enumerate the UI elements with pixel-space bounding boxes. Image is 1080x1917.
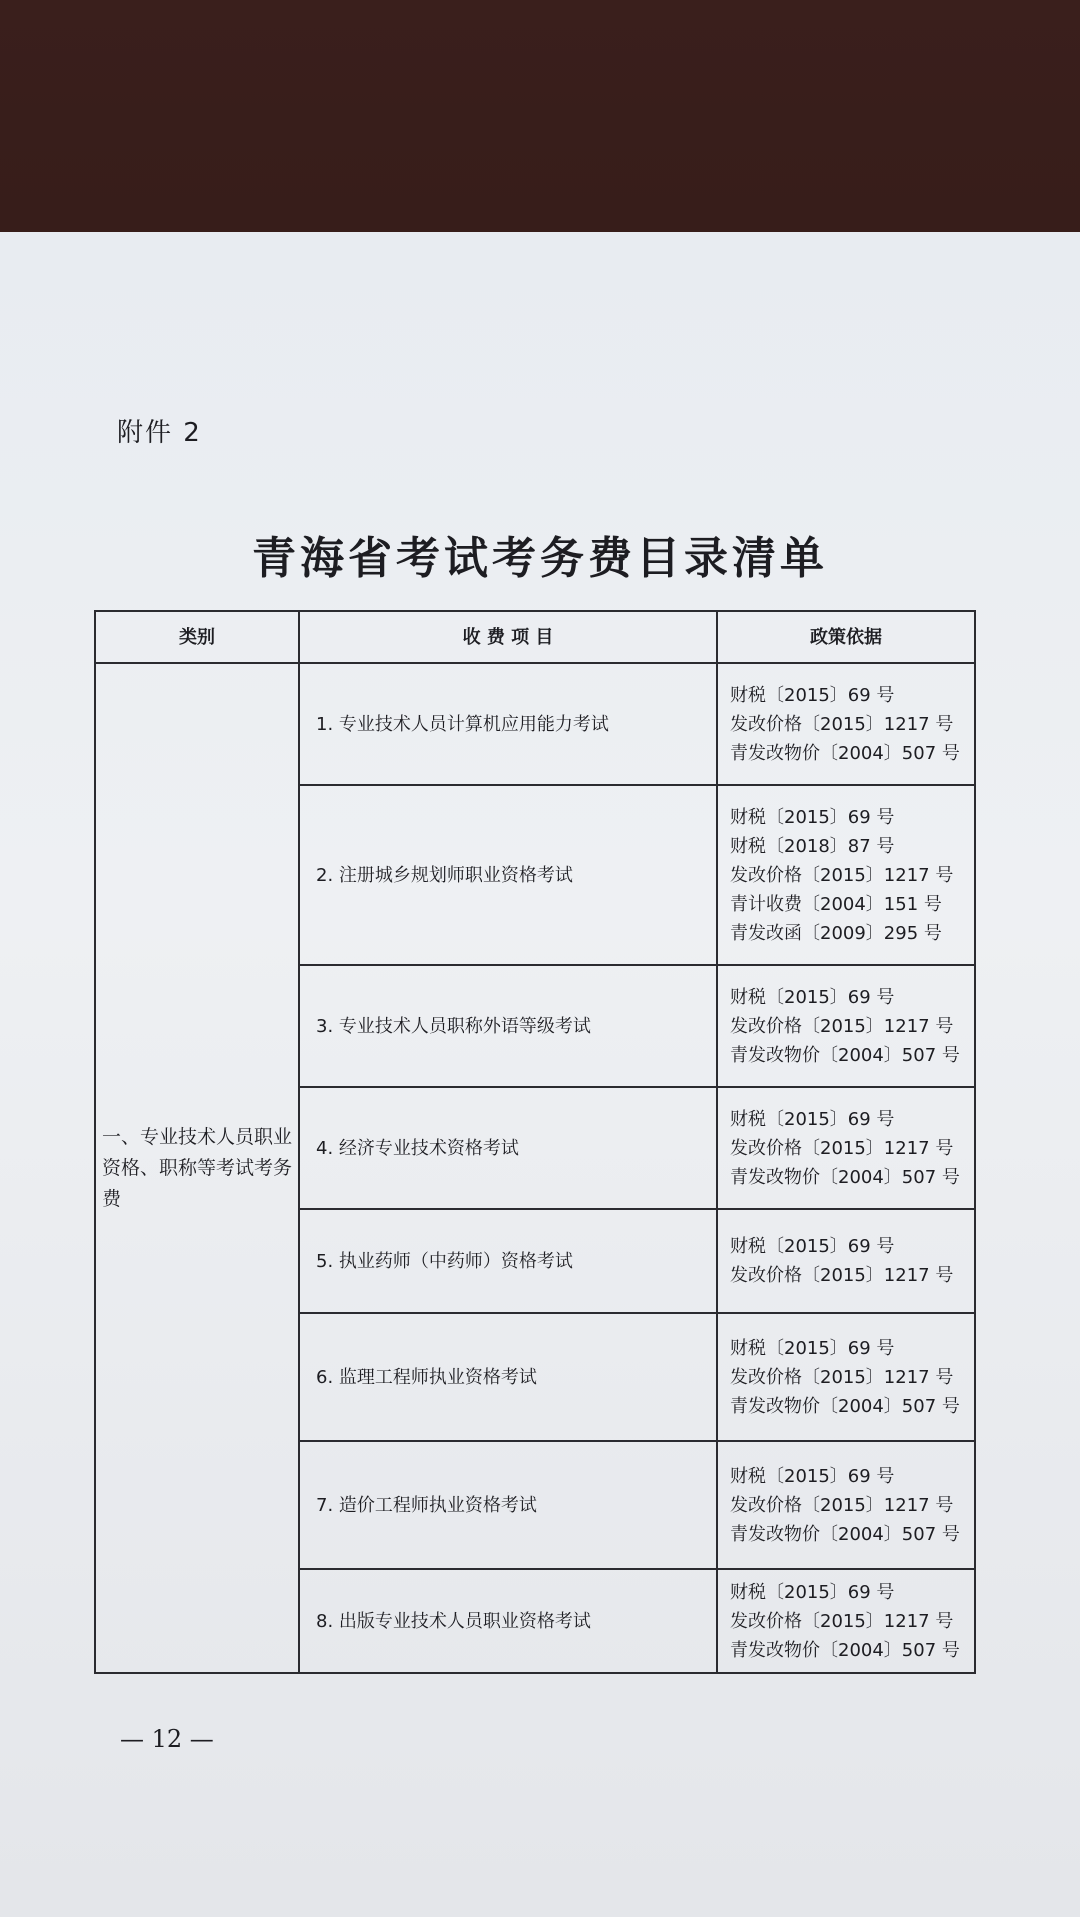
- policy-basis-line: 财税〔2015〕69 号: [730, 1337, 895, 1359]
- policy-basis-line: 财税〔2015〕69 号: [730, 684, 895, 706]
- policy-basis-line: 财税〔2015〕69 号: [730, 1236, 895, 1257]
- policy-basis-cell: [717, 1569, 975, 1673]
- policy-basis-line: 发改价格〔2015〕1217 号: [730, 1137, 954, 1159]
- policy-basis-cell: [717, 965, 975, 1087]
- fee-item-cell: 6. 监理工程师执业资格考试: [299, 1313, 717, 1441]
- policy-basis-line: 发改价格〔2015〕1217 号: [730, 713, 954, 735]
- policy-basis-line: 财税〔2015〕69 号: [730, 1108, 895, 1130]
- policy-basis-line: 财税〔2015〕69 号: [730, 986, 895, 1008]
- document-title: 青海省考试考务费目录清单: [252, 533, 828, 584]
- policy-basis-line: 发改价格〔2015〕1217 号: [730, 1610, 954, 1632]
- policy-basis-line: 财税〔2015〕69 号: [730, 806, 895, 828]
- policy-basis-cell: [717, 663, 975, 785]
- policy-basis-line: 发改价格〔2015〕1217 号: [730, 1265, 954, 1286]
- category-cell: 一、专业技术人员职业资格、职称等考试考务费: [95, 663, 299, 1673]
- policy-basis-line: 青发改物价〔2004〕507 号: [730, 1523, 960, 1545]
- policy-basis-line: 发改价格〔2015〕1217 号: [730, 1494, 954, 1516]
- policy-basis-line: 青发改物价〔2004〕507 号: [730, 1044, 960, 1066]
- policy-basis-line: 发改价格〔2015〕1217 号: [730, 1015, 954, 1037]
- table-row: [95, 663, 975, 785]
- policy-basis-line: 青发改物价〔2004〕507 号: [730, 742, 960, 764]
- policy-basis-line: 青发改物价〔2004〕507 号: [730, 1395, 960, 1417]
- policy-basis-line: 财税〔2018〕87 号: [730, 835, 895, 857]
- table-header-row: [95, 611, 975, 663]
- policy-basis-line: 青计收费〔2004〕151 号: [730, 893, 942, 915]
- policy-basis-line: 发改价格〔2015〕1217 号: [730, 1366, 954, 1388]
- fee-item-cell: 3. 专业技术人员职称外语等级考试: [299, 965, 717, 1087]
- policy-basis-cell: [717, 1441, 975, 1569]
- fee-item-cell: 8. 出版专业技术人员职业资格考试: [299, 1569, 717, 1673]
- fee-item-cell: 7. 造价工程师执业资格考试: [299, 1441, 717, 1569]
- fee-item-cell: 2. 注册城乡规划师职业资格考试: [299, 785, 717, 965]
- table-body: [95, 663, 975, 1673]
- policy-basis-line: 青发改物价〔2004〕507 号: [730, 1166, 960, 1188]
- policy-basis-cell: [717, 1313, 975, 1441]
- fee-item-cell: 4. 经济专业技术资格考试: [299, 1087, 717, 1209]
- policy-basis-cell: [717, 1087, 975, 1209]
- policy-basis-line: 发改价格〔2015〕1217 号: [730, 864, 954, 886]
- policy-basis-cell: [717, 1209, 975, 1313]
- policy-basis-line: 财税〔2015〕69 号: [730, 1581, 895, 1603]
- policy-basis-line: 青发改函〔2009〕295 号: [730, 922, 942, 944]
- header-item: 收 费 项 目: [299, 611, 717, 663]
- fee-table: [94, 610, 976, 1674]
- header-basis: 政策依据: [717, 611, 975, 663]
- attachment-label: 附件 2: [117, 418, 202, 448]
- policy-basis-line: 财税〔2015〕69 号: [730, 1465, 895, 1487]
- header-category: 类别: [95, 611, 299, 663]
- document-page: [0, 232, 1080, 1917]
- fee-item-cell: 1. 专业技术人员计算机应用能力考试: [299, 663, 717, 785]
- page-number: — 12 —: [120, 1725, 214, 1753]
- fee-item-cell: 5. 执业药师（中药师）资格考试: [299, 1209, 717, 1313]
- policy-basis-cell: [717, 785, 975, 965]
- policy-basis-line: 青发改物价〔2004〕507 号: [730, 1639, 960, 1661]
